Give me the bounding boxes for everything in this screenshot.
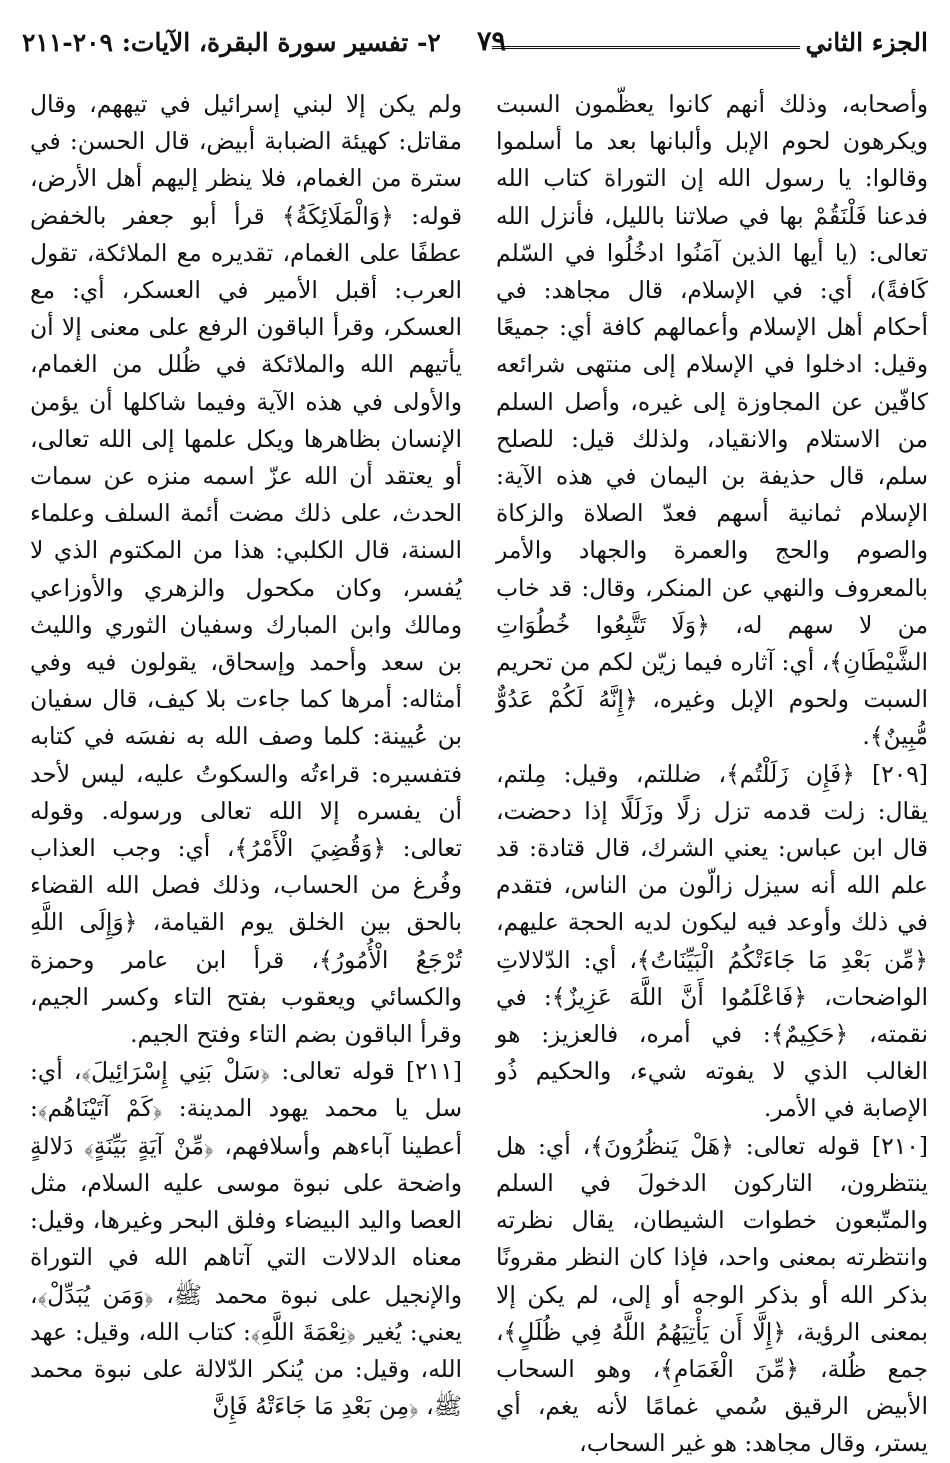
text-column-left: ولم يكن إلا لبني إسرائيل في تيههم، وقال مقاتل: كهيئة الضبابة أبيض، قال الحسن: في سترة من الغمام، فلا ينظر إليهم أهل الأرض، قوله: ﴿وَالْمَلَائِكَةُ﴾ قرأ أبو جعفر بالخفض عطفًا على الغمام، تقديره مع الملائكة، تقول العرب: أقبل الأمير في العسكر، أي: مع العسكر، وقرأ الباقون الرفع على معنى إلا أن يأتيهم الله والملائكة في ظُلل من الغمام، والأولى في هذه الآية وفيما شاكلها أن يؤمن الإنسان بظاهرها ويكل علمها إلى الله تعالى، أو يعتقد أن الله عزّ اسمه منزه عن سمات الحدث، على ذلك مضت أئمة السلف وعلماء السنة، قال الكلبي: هذا من المكتوم الذي لا يُفسر، وكان مكحول والزهري والأوزاعي ومالك وابن المبارك وسفيان الثوري والليث بن سعد وأحمد وإسحاق، يقولون فيه وفي أمثاله: أمرها كما جاءت بلا كيف، قال سفيان بن عُيينة: كلما وصف الله به نفسَه في كتابه فتفسيره: قراءتُه والسكوتُ عليه، ليس لأحد أن يفسره إلا الله تعالى ورسوله. وقوله تعالى: ﴿وَقُضِيَ الْأَمْرُ﴾، أي: وجب العذاب وفُرغ من الحساب، وذلك فصل الله القضاء بالحق بين الخلق يوم القيامة، ﴿وَإِلَى اللَّهِ تُرْجَعُ الْأُمُورُ﴾، قرأ ابن عامر وحمزة والكسائي ويعقوب بفتح التاء وكسر الجيم، وقرأ الباقون بضم التاء وفتح الجيم. [٢١١] قوله تعالى: ﴿سَلْ بَنِي إِسْرَائِيلَ﴾، أي: سل يا محمد يهود المدينة: ﴿كَمْ آتَيْنَاهُم﴾: أعطينا آباءهم وأسلافهم، ﴿مِّنْ آيَةٍ بَيِّنَةٍ﴾ دَلالةٍ واضحة على نبوة موسى عليه السلام، مثل العصا واليد البيضاء وفلق البحر وغيرها، وقيل: معناه الدلالات التي آتاهم الله في التوراة والإنجيل على نبوة محمد ﷺ، ﴿وَمَن يُبَدِّلْ﴾، يعني: يُغير ﴿نِعْمَةَ اللَّهِ﴾: كتاب الله، وقيل: عهد الله، وقيل: من يُنكر الدّلالة على نبوة محمد ﷺ، ﴿مِن بَعْدِ مَا جَاءَتْهُ فَإِنَّ: [30, 90, 462, 1421]
text-column-right: وأصحابه، وذلك أنهم كانوا يعظّمون السبت ويكرهون لحوم الإبل وألبانها بعد ما أسلموا وقالوا: يا رسول الله إن التوراة كتاب الله فدعنا فَلْنَقُمْ بها في صلاتنا بالليل، فأنزل الله تعالى: (يا أيها الذين آمَنُوا ادخُلُوا في السّلم كَافةً)، أي: في الإسلام، قال مجاهد: في أحكام أهل الإسلام وأعمالهم كافة أي: جميعًا وقيل: ادخلوا في الإسلام إلى منتهى شرائعه كافّين عن المجاوزة إلى غيره، وأصل السلم من الاستلام والانقياد، ولذلك قيل: للصلح سلم، قال حذيفة بن اليمان في هذه الآية: الإسلام ثمانية أسهم فعدّ الصلاة والزكاة والصوم والحج والعمرة والجهاد والأمر بالمعروف والنهي عن المنكر، وقال: قد خاب من لا سهم له، ﴿وَلَا تَتَّبِعُوا خُطُوَاتِ الشَّيْطَانِ﴾، أي: آثاره فيما زيّن لكم من تحريم السبت ولحوم الإبل وغيره، ﴿إِنَّهُ لَكُمْ عَدُوٌّ مُّبِينٌ﴾. [٢٠٩] ﴿فَإِن زَلَلْتُم﴾، ضللتم، وقيل: مِلتم، يقال: زلت قدمه تزل زلًا وزَلَلًا إذا دحضت، قال ابن عباس: يعني الشرك، قال قتادة: قد علم الله أنه سيزل زالّون من الناس، فتقدم في ذلك وأوعد فيه ليكون لديه الحجة عليهم، ﴿مِّن بَعْدِ مَا جَاءَتْكُمُ الْبَيِّنَاتُ﴾، أي: الدّلالاتِ الواضحات، ﴿فَاعْلَمُوا أَنَّ اللَّهَ عَزِيزٌ﴾: في نقمته، ﴿حَكِيمٌ﴾: في أمره، فالعزيز: هو الغالب الذي لا يفوته شيء، والحكيم ذُو الإصابة في الأمر. [٢١٠] قوله تعالى: ﴿هَلْ يَنظُرُونَ﴾، أي: هل ينتظرون، التاركون الدخولَ في السلم والمتّبعون خطوات الشيطان، يقال نظرته وانتظرته بمعنى واحد، فإذا كان النظر مقرونًا بذكر الله أو بذكر الوجه أو إلى، لم يكن إلا بمعنى الرؤية، ﴿إِلَّا أَن يَأْتِيَهُمُ اللَّهُ فِي ظُلَلٍ﴾، جمع ظُلة، ﴿مِّنَ الْغَمَامِ﴾، وهو السحاب الأبيض الرقيق سُمي غمامًا لأنه يغم، أي يستر، وقال مجاهد: هو غير السحاب،: [496, 90, 928, 1458]
section-title: ٢- تفسير سورة البقرة، الآيات: ٢٠٩-٢١١: [22, 28, 441, 57]
page-number: ٧٩: [477, 26, 507, 57]
page-header: [22, 22, 928, 68]
part-title: الجزء الثاني: [805, 28, 928, 57]
header-rule: [492, 46, 800, 49]
